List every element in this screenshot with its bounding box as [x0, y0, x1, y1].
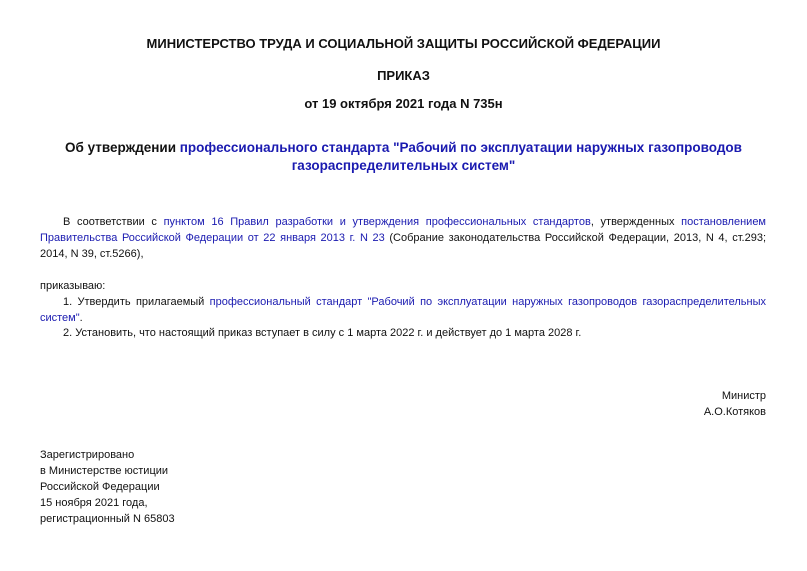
professional-standard-link[interactable]: профессиональный стандарт "Рабочий по эксплуатации наружных газопроводов газораспределительных систем"	[40, 296, 766, 324]
preamble-text-3: (Собрание законодательства Российской Федерации, 2013, N 4, ст.293; 2014, N 39, ст.5266),	[40, 232, 767, 260]
ministry-heading: МИНИСТЕРСТВО ТРУДА И СОЦИАЛЬНОЙ ЗАЩИТЫ РОССИЙСКОЙ ФЕДЕРАЦИИ	[146, 36, 661, 51]
signatory-name: А.О.Котяков	[703, 406, 766, 418]
item-1-text-1: 1. Утвердить прилагаемый	[63, 296, 210, 308]
preamble-text-2: , утвержденных	[590, 216, 682, 228]
title-prefix: Об утверждении	[65, 140, 180, 155]
registration-line: 15 ноября 2021 года,	[40, 497, 148, 509]
government-decree-link[interactable]: постановлением Правительства Российской Федерации от 22 января 2013 г. N 23	[40, 216, 766, 244]
document-type-heading: ПРИКАЗ	[377, 68, 430, 83]
registration-line: Зарегистрировано	[40, 449, 135, 461]
item-1-text-2: .	[79, 312, 83, 324]
order-word-text: приказываю:	[40, 280, 106, 292]
signatory-position: Министр	[721, 390, 766, 402]
item-2-text: 2. Установить, что настоящий приказ вступает в силу с 1 марта 2022 г. и действует до 1 марта 2028 г.	[63, 327, 582, 339]
registration-block	[40, 447, 175, 527]
signature-block	[704, 388, 766, 420]
order-word	[40, 278, 766, 294]
rules-link[interactable]: пунктом 16 Правил разработки и утверждения профессиональных стандартов	[163, 216, 591, 228]
item-1-paragraph	[40, 294, 766, 326]
title-standard-link[interactable]: профессионального стандарта "Рабочий по эксплуатации наружных газопроводов газораспределительных систем"	[179, 140, 742, 173]
registration-line: в Министерстве юстиции	[40, 465, 169, 477]
date-number-heading: от 19 октября 2021 года N 735н	[304, 96, 503, 111]
preamble-paragraph	[40, 214, 766, 262]
registration-line: регистрационный N 65803	[40, 513, 175, 525]
item-2-paragraph	[40, 325, 766, 341]
registration-line: Российской Федерации	[40, 481, 160, 493]
document-title	[60, 139, 747, 175]
preamble-text-1: В соответствии с	[63, 216, 164, 228]
